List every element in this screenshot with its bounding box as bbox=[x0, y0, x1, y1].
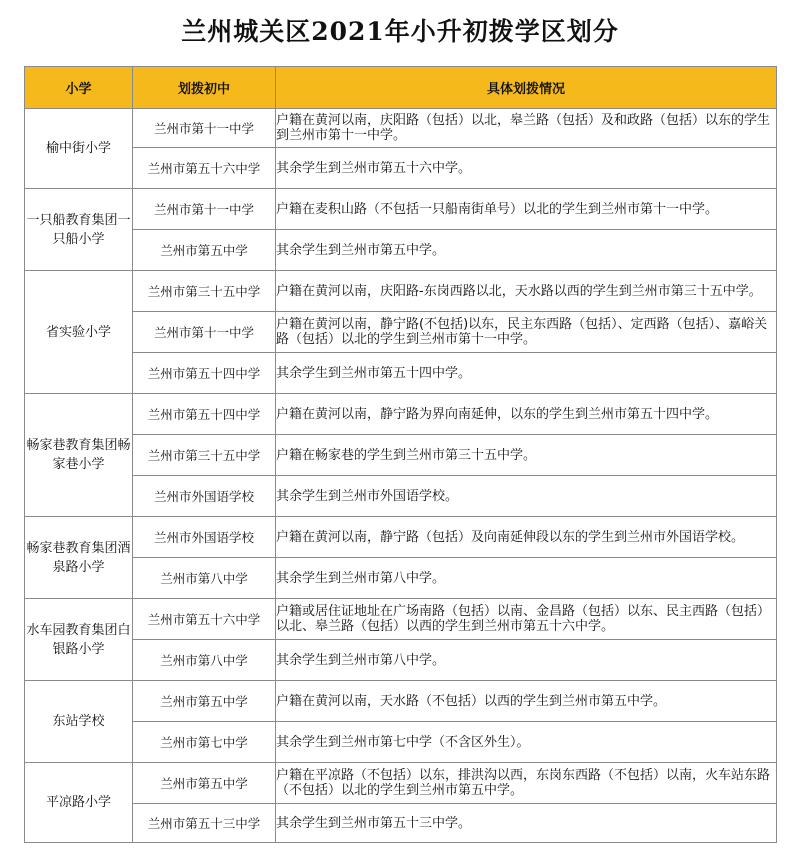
table-row bbox=[25, 109, 777, 148]
middle-school-cell: 兰州市第五中学 bbox=[133, 230, 276, 271]
middle-school-cell: 兰州市第五十六中学 bbox=[133, 599, 276, 640]
detail-cell: 户籍在黄河以南，静宁路为界向南延伸，以东的学生到兰州市第五十四中学。 bbox=[276, 394, 777, 435]
primary-school-cell: 榆中街小学 bbox=[25, 109, 133, 189]
detail-cell: 户籍或居住证地址在广场南路（包括）以南、金昌路（包括）以东、民主西路（包括）以北、皋兰路（包括）以西的学生到兰州市第五十六中学。 bbox=[276, 599, 777, 640]
table-row bbox=[25, 353, 777, 394]
detail-cell: 其余学生到兰州市第七中学（不含区外生）。 bbox=[276, 722, 777, 763]
detail-cell: 户籍在黄河以南，天水路（不包括）以西的学生到兰州市第五中学。 bbox=[276, 681, 777, 722]
table-row bbox=[25, 189, 777, 230]
middle-school-cell: 兰州市第七中学 bbox=[133, 722, 276, 763]
table-row bbox=[25, 230, 777, 271]
primary-school-cell: 畅家巷教育集团酒泉路小学 bbox=[25, 517, 133, 599]
table-row bbox=[25, 148, 777, 189]
detail-cell: 户籍在黄河以南，庆阳路（包括）以北，皋兰路（包括）及和政路（包括）以东的学生到兰州市第十一中学。 bbox=[276, 109, 777, 148]
table-row bbox=[25, 640, 777, 681]
table-row bbox=[25, 558, 777, 599]
middle-school-cell: 兰州市第三十五中学 bbox=[133, 435, 276, 476]
header-primary-school: 小学 bbox=[25, 67, 133, 109]
allocation-table bbox=[24, 66, 777, 843]
detail-cell: 其余学生到兰州市第五中学。 bbox=[276, 230, 777, 271]
detail-cell: 其余学生到兰州市第五十四中学。 bbox=[276, 353, 777, 394]
middle-school-cell: 兰州市第五十六中学 bbox=[133, 148, 276, 189]
primary-school-cell: 一只船教育集团一只船小学 bbox=[25, 189, 133, 271]
header-middle-school: 划拨初中 bbox=[133, 67, 276, 109]
detail-cell: 户籍在黄河以南，静宁路（包括）及向南延伸段以东的学生到兰州市外国语学校。 bbox=[276, 517, 777, 558]
middle-school-cell: 兰州市第八中学 bbox=[133, 640, 276, 681]
primary-school-cell: 省实验小学 bbox=[25, 271, 133, 394]
detail-cell: 其余学生到兰州市第五十三中学。 bbox=[276, 804, 777, 843]
detail-cell: 其余学生到兰州市外国语学校。 bbox=[276, 476, 777, 517]
table-row bbox=[25, 599, 777, 640]
detail-cell: 其余学生到兰州市第八中学。 bbox=[276, 558, 777, 599]
middle-school-cell: 兰州市第三十五中学 bbox=[133, 271, 276, 312]
middle-school-cell: 兰州市第十一中学 bbox=[133, 312, 276, 353]
table-header bbox=[25, 67, 777, 109]
table-row bbox=[25, 804, 777, 843]
table-row bbox=[25, 312, 777, 353]
detail-cell: 其余学生到兰州市第五十六中学。 bbox=[276, 148, 777, 189]
detail-cell: 户籍在黄河以南，静宁路(不包括)以东，民主东西路（包括）、定西路（包括）、嘉峪关路（包括）以北的学生到兰州市第十一中学。 bbox=[276, 312, 777, 353]
table-row bbox=[25, 476, 777, 517]
table-body bbox=[25, 109, 777, 843]
middle-school-cell: 兰州市外国语学校 bbox=[133, 517, 276, 558]
table-row bbox=[25, 517, 777, 558]
table-row bbox=[25, 681, 777, 722]
table-row bbox=[25, 394, 777, 435]
middle-school-cell: 兰州市第十一中学 bbox=[133, 109, 276, 148]
detail-cell: 户籍在麦积山路（不包括一只船南街单号）以北的学生到兰州市第十一中学。 bbox=[276, 189, 777, 230]
detail-cell: 其余学生到兰州市第八中学。 bbox=[276, 640, 777, 681]
detail-cell: 户籍在畅家巷的学生到兰州市第三十五中学。 bbox=[276, 435, 777, 476]
middle-school-cell: 兰州市第五中学 bbox=[133, 681, 276, 722]
table-row bbox=[25, 435, 777, 476]
table-row bbox=[25, 763, 777, 804]
detail-cell: 户籍在平凉路（不包括）以东，排洪沟以西，东岗东西路（不包括）以南，火车站东路（不包括）以北的学生到兰州市第五中学。 bbox=[276, 763, 777, 804]
middle-school-cell: 兰州市第五十三中学 bbox=[133, 804, 276, 843]
primary-school-cell: 东站学校 bbox=[25, 681, 133, 763]
middle-school-cell: 兰州市第五中学 bbox=[133, 763, 276, 804]
middle-school-cell: 兰州市第五十四中学 bbox=[133, 353, 276, 394]
header-detail: 具体划拨情况 bbox=[276, 67, 777, 109]
table-row bbox=[25, 271, 777, 312]
header-row bbox=[25, 67, 777, 109]
primary-school-cell: 平凉路小学 bbox=[25, 763, 133, 843]
table-row bbox=[25, 722, 777, 763]
middle-school-cell: 兰州市第八中学 bbox=[133, 558, 276, 599]
middle-school-cell: 兰州市第五十四中学 bbox=[133, 394, 276, 435]
middle-school-cell: 兰州市第十一中学 bbox=[133, 189, 276, 230]
middle-school-cell: 兰州市外国语学校 bbox=[133, 476, 276, 517]
primary-school-cell: 水车园教育集团白银路小学 bbox=[25, 599, 133, 681]
detail-cell: 户籍在黄河以南，庆阳路-东岗西路以北，天水路以西的学生到兰州市第三十五中学。 bbox=[276, 271, 777, 312]
page-title: 兰州城关区2021年小升初拨学区划分 bbox=[181, 17, 619, 46]
primary-school-cell: 畅家巷教育集团畅家巷小学 bbox=[25, 394, 133, 517]
